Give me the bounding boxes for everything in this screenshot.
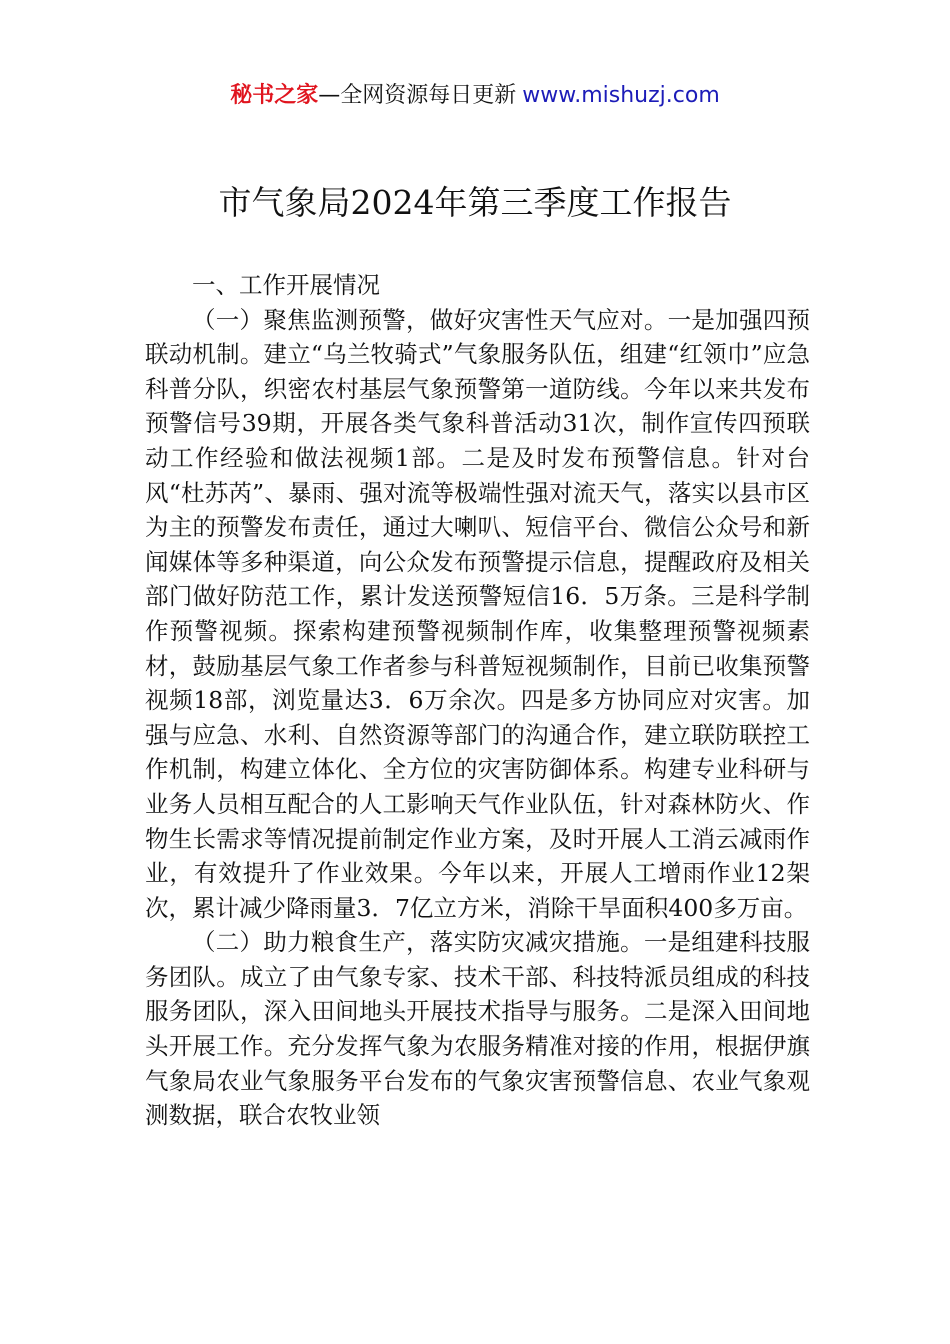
paragraph: （二）助力粮食生产，落实防灾减灾措施。一是组建科技服务团队。成立了由气象专家、技术干部、科技特派员组成的科技服务团队，深入田间地头开展技术指导与服务。二是深入田间地头开展工作。充分发挥气象为农服务精准对接的作用，根据伊旗气象局农业气象服务平台发布的气象灾害预警信息、农业气象观测数据，联合农牧业领	[145, 928, 810, 1130]
section-heading: 一、工作开展情况	[192, 271, 380, 299]
site-header	[0, 78, 950, 114]
paragraph: （一）聚焦监测预警，做好灾害性天气应对。一是加强四预联动机制。建立“乌兰牧骑式”气象服务队伍，组建“红领巾”应急科普分队，织密农村基层气象预警第一道防线。今年以来共发布预警信号39期，开展各类气象科普活动31次，制作宣传四预联动工作经验和做法视频1部。二是及时发布预警信息。针对台风“杜苏芮”、暴雨、强对流等极端性强对流天气，落实以县市区为主的预警发布责任，通过大喇叭、短信平台、微信公众号和新闻媒体等多种渠道，向公众发布预警提示信息，提醒政府及相关部门做好防范工作，累计发送预警短信16．5万条。三是科学制作预警视频。探索构建预警视频制作库，收集整理预警视频素材，鼓励基层气象工作者参与科普短视频制作，目前已收集预警视频18部，浏览量达3．6万余次。四是多方协同应对灾害。加强与应急、水利、自然资源等部门的沟通合作，建立联防联控工作机制，构建立体化、全方位的灾害防御体系。构建专业科研与业务人员相互配合的人工影响天气作业队伍，针对森林防火、作物生长需求等情况提前制定作业方案，及时开展人工消云减雨作业，有效提升了作业效果。今年以来，开展人工增雨作业12架次，累计减少降雨量3．7亿立方米，消除干旱面积400多万亩。	[145, 305, 810, 922]
document-body	[145, 268, 810, 1133]
document-title: 市气象局2024年第三季度工作报告	[218, 183, 732, 222]
brand-slogan: —全网资源每日更新	[318, 83, 517, 108]
site-url[interactable]: www.mishuzj.com	[522, 83, 720, 108]
brand-name: 秘书之家	[230, 83, 319, 108]
